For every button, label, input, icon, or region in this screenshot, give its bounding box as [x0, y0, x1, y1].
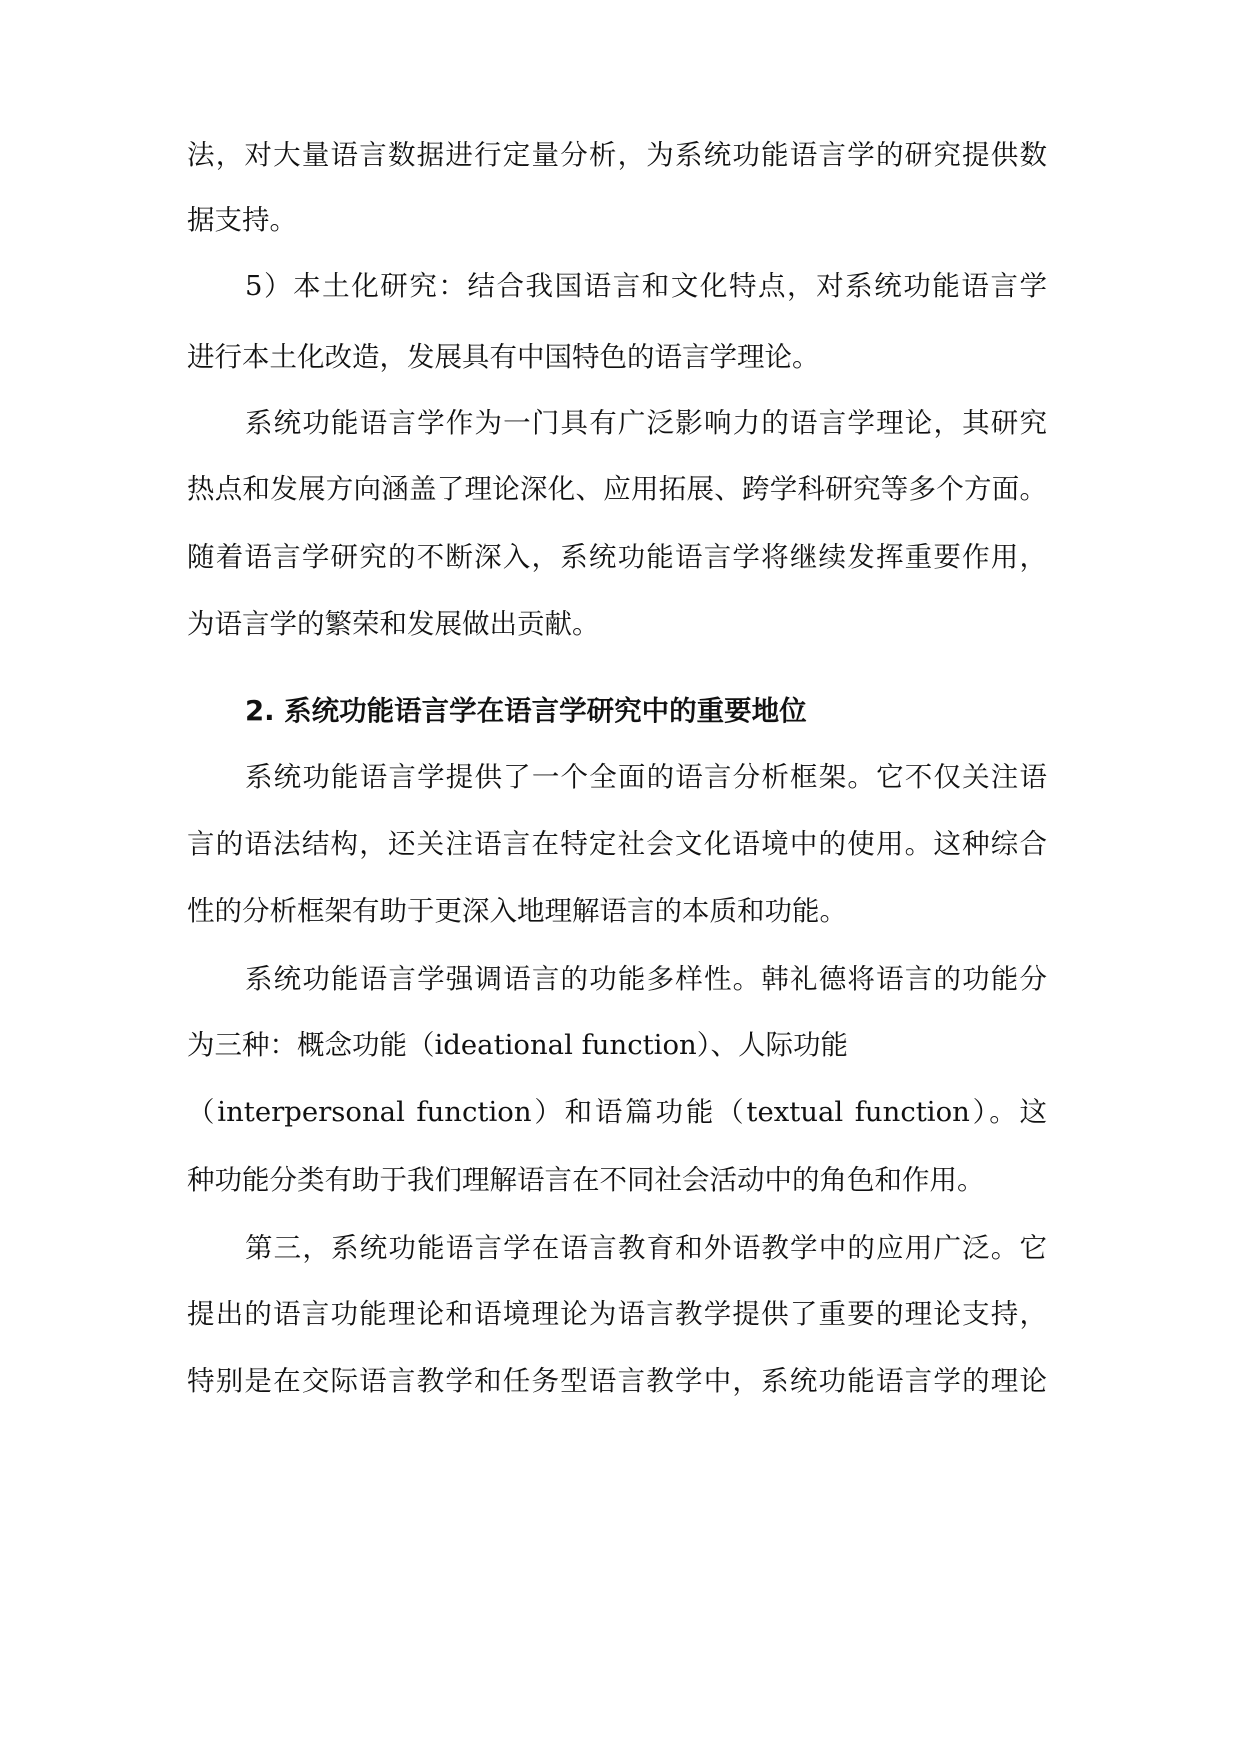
paragraph-line: 种功能分类有助于我们理解语言在不同社会活动中的角色和作用。 [187, 1164, 985, 1196]
paragraph-line: 为三种：概念功能（ideational function）、人际功能 [187, 1029, 848, 1061]
paragraph-line: 性的分析框架有助于更深入地理解语言的本质和功能。 [187, 895, 847, 927]
paragraph-line: 系统功能语言学作为一门具有广泛影响力的语言学理论，其研究 [245, 407, 1047, 439]
paragraph-line: 热点和发展方向涵盖了理论深化、应用拓展、跨学科研究等多个方面。 [187, 473, 1047, 505]
paragraph-line: （interpersonal function）和语篇功能（textual function）。这 [187, 1096, 1047, 1128]
paragraph-line: 法，对大量语言数据进行定量分析，为系统功能语言学的研究提供数 [187, 139, 1047, 171]
paragraph-line: 进行本土化改造，发展具有中国特色的语言学理论。 [187, 341, 820, 373]
paragraph-line: 特别是在交际语言教学和任务型语言教学中，系统功能语言学的理论 [187, 1365, 1047, 1397]
paragraph-line: 提出的语言功能理论和语境理论为语言教学提供了重要的理论支持， [187, 1298, 1047, 1330]
paragraph-line: 系统功能语言学强调语言的功能多样性。韩礼德将语言的功能分 [245, 963, 1047, 995]
paragraph-line: 系统功能语言学提供了一个全面的语言分析框架。它不仅关注语 [245, 761, 1047, 793]
paragraph-line: 第三，系统功能语言学在语言教育和外语教学中的应用广泛。它 [245, 1232, 1047, 1264]
paragraph-line: 5）本土化研究：结合我国语言和文化特点，对系统功能语言学 [245, 270, 1047, 302]
paragraph-line: 据支持。 [187, 204, 297, 236]
paragraph-line: 随着语言学研究的不断深入，系统功能语言学将继续发挥重要作用， [187, 541, 1047, 573]
paragraph-line: 言的语法结构，还关注语言在特定社会文化语境中的使用。这种综合 [187, 828, 1047, 860]
section-heading: 2. 系统功能语言学在语言学研究中的重要地位 [245, 695, 807, 727]
paragraph-line: 为语言学的繁荣和发展做出贡献。 [187, 608, 600, 640]
